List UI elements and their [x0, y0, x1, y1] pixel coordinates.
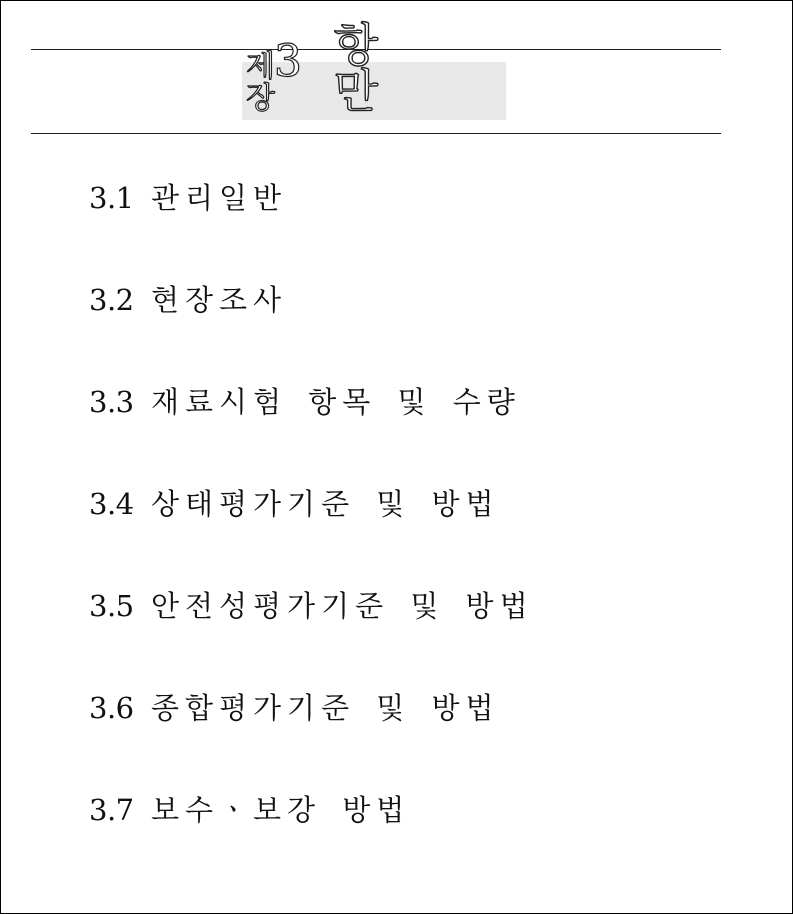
chapter-title-banner — [242, 18, 506, 120]
toc-item-number: 3.5 — [89, 589, 134, 623]
toc-item-3-4 — [89, 483, 534, 585]
toc-item-number: 3.6 — [89, 691, 134, 725]
toc-item-3-6 — [89, 687, 534, 789]
toc-item-label: 보수ㆍ보강 방법 — [151, 793, 411, 827]
toc-item-number: 3.7 — [89, 793, 134, 827]
chapter-prefix: 제 — [246, 49, 274, 84]
toc-item-label: 안전성평가기준 및 방법 — [151, 589, 534, 623]
toc-item-number: 3.2 — [89, 283, 134, 317]
toc-item-label: 현장조사 — [151, 283, 288, 317]
toc-item-number: 3.3 — [89, 385, 134, 419]
toc-item-3-7 — [89, 789, 534, 891]
chapter-number: 3 — [273, 36, 301, 87]
toc-item-3-5 — [89, 585, 534, 687]
toc-item-3-2 — [89, 279, 534, 381]
toc-item-label: 관리일반 — [151, 181, 288, 215]
toc-item-label: 종합평가기준 및 방법 — [151, 691, 500, 725]
toc-item-label: 재료시험 항목 및 수량 — [151, 385, 521, 419]
toc-item-3-1 — [89, 177, 534, 279]
chapter-title: 항 만 — [333, 18, 417, 118]
table-of-contents — [89, 177, 534, 891]
toc-item-number: 3.1 — [89, 181, 134, 215]
chapter-suffix: 장 — [246, 81, 274, 116]
header-bottom-rule — [31, 133, 721, 134]
chapter-label — [246, 36, 312, 116]
toc-item-3-3 — [89, 381, 534, 483]
toc-item-number: 3.4 — [89, 487, 134, 521]
toc-item-label: 상태평가기준 및 방법 — [151, 487, 500, 521]
